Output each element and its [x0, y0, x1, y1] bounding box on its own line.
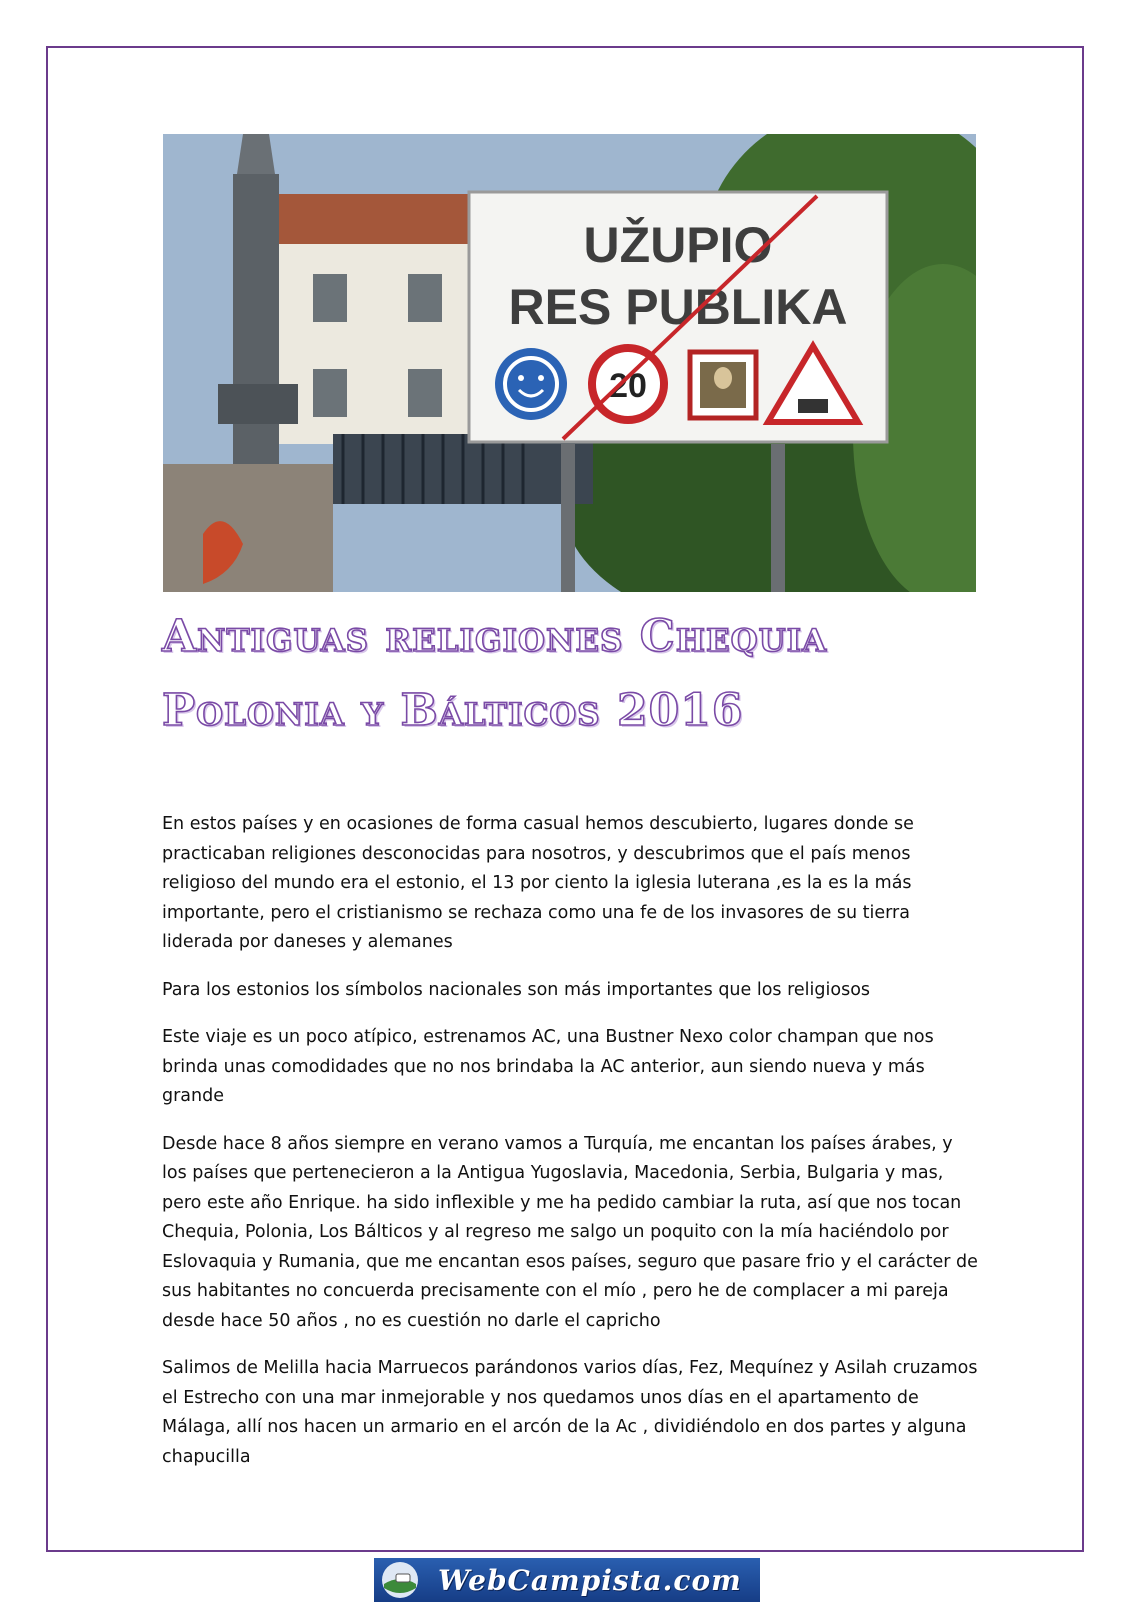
- sign-line-1: UŽUPIO: [583, 217, 773, 273]
- sign-line-2: RES PUBLIKA: [508, 279, 848, 335]
- globe-icon: [380, 1560, 420, 1600]
- title-line-1: Antiguas religiones Chequia: [162, 611, 828, 662]
- paragraph: Este viaje es un poco atípico, estrenamos AC, una Bustner Nexo color champan que nos brinda unas comodidades que no nos brindaba la AC anterior, aun siendo nueva y más grande: [162, 1027, 934, 1106]
- paragraph: Salimos de Melilla hacia Marruecos parándonos varios días, Fez, Mequínez y Asilah cruzamos el Estrecho con una mar inmejorable y nos quedamos unos días en el apartamento de Málaga, allí nos hacen un armario en el arcón de la Ac , dividiéndolo en dos partes y alguna chapucilla: [162, 1358, 978, 1467]
- document-title: [162, 600, 1002, 748]
- speed-limit-value: 20: [609, 367, 647, 405]
- footer-brand: WebCampista.com: [438, 1563, 742, 1597]
- header-photo: [163, 134, 976, 592]
- paragraph: En estos países y en ocasiones de forma casual hemos descubierto, lugares donde se practicaban religiones desconocidas para nosotros, y descubrimos que el país menos religioso del mundo era el estonio, el 13 por ciento la iglesia luterana ,es la es la más importante, pero el cristianismo se rechaza como una fe de los invasores de su tierra liderada por daneses y alemanes: [162, 814, 914, 952]
- paragraph: Desde hace 8 años siempre en verano vamos a Turquía, me encantan los países árabes, y los países que pertenecieron a la Antigua Yugoslavia, Macedonia, Serbia, Bulgaria y mas, pero este año Enrique. ha sido inflexible y me ha pedido cambiar la ruta, así que nos tocan Chequia, Polonia, Los Bálticos y al regreso me salgo un poquito con la mía haciéndolo por Eslovaquia y Rumania, que me encantan esos países, seguro que pasare frio y el carácter de sus habitantes no concuerda precisamente con el mío , pero he de complacer a mi pareja desde hace 50 años , no es cuestión no darle el capricho: [162, 1133, 978, 1331]
- title-line-2: Polonia y Bálticos 2016: [162, 685, 744, 736]
- footer-logo: [374, 1558, 760, 1602]
- body-text: [162, 810, 982, 1490]
- paragraph: Para los estonios los símbolos nacionales son más importantes que los religiosos: [162, 979, 871, 1000]
